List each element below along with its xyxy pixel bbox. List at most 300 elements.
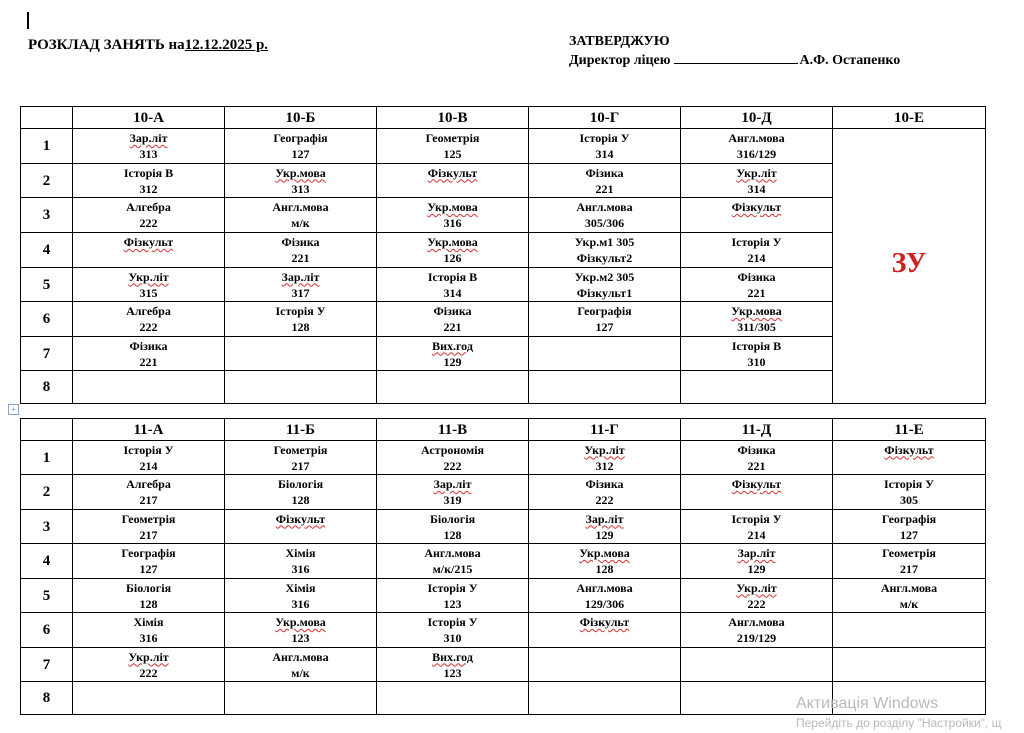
cell-line: Алгебра [126, 477, 171, 491]
lesson-cell[interactable] [225, 268, 377, 302]
lesson-cell[interactable] [225, 302, 377, 337]
cell-line: Історія У [275, 304, 326, 318]
room-text [529, 250, 680, 266]
subject-text [377, 165, 528, 181]
cell-line: 217 [900, 562, 918, 576]
cell-line: Укр.літ [128, 269, 169, 284]
room-text [681, 146, 832, 162]
subject-text [377, 234, 528, 250]
room-text [529, 146, 680, 162]
subject-text [681, 614, 832, 630]
subject-text [73, 442, 224, 458]
cell-line: Історія В [427, 269, 478, 284]
cell-line: Англ.мова [424, 546, 481, 560]
lesson-cell[interactable] [681, 441, 833, 475]
lesson-cell[interactable] [681, 198, 833, 233]
lesson-number: 5 [21, 579, 73, 613]
cell-line: 314 [747, 181, 766, 196]
room-text [833, 596, 985, 612]
cell-line: 128 [595, 562, 614, 576]
cell-line: Англ.мова [728, 131, 785, 145]
lesson-number: 1 [21, 441, 73, 475]
lesson-cell[interactable] [377, 613, 529, 648]
cell-line: Біологія [277, 477, 324, 491]
lesson-cell[interactable] [225, 682, 377, 715]
lesson-cell[interactable] [681, 268, 833, 302]
lesson-cell[interactable] [225, 233, 377, 268]
subject-text [833, 511, 985, 527]
lesson-cell[interactable] [833, 613, 986, 648]
lesson-cell[interactable] [73, 441, 225, 475]
room-text [681, 181, 832, 197]
subject-text [73, 649, 224, 665]
lesson-cell[interactable] [377, 371, 529, 404]
class-header: 10-Е [833, 107, 986, 129]
subject-text [377, 476, 528, 492]
cell-line: Англ.мова [272, 649, 329, 664]
lesson-cell[interactable] [833, 510, 986, 544]
cell-line: Зар.літ [585, 511, 624, 526]
lesson-row [21, 129, 986, 164]
room-text [681, 319, 832, 335]
cell-line: Фізкульт [731, 477, 782, 491]
cell-line: 123 [443, 596, 462, 611]
lesson-cell[interactable] [833, 544, 986, 579]
lesson-cell[interactable] [681, 302, 833, 337]
lesson-cell[interactable] [681, 233, 833, 268]
subject-text [225, 442, 376, 458]
subject-text [681, 303, 832, 319]
lesson-number: 3 [21, 198, 73, 233]
cell-line: 217 [291, 458, 310, 473]
lesson-cell[interactable] [225, 164, 377, 198]
class-header: 10-Г [529, 107, 681, 129]
lesson-cell[interactable] [681, 164, 833, 198]
subject-text [529, 682, 680, 698]
subject-text [377, 682, 528, 698]
room-text [73, 458, 224, 474]
cell-line: 217 [139, 527, 158, 542]
cell-line: 222 [139, 320, 158, 334]
lesson-cell[interactable] [225, 371, 377, 404]
lesson-cell[interactable] [529, 475, 681, 510]
cell-line: 317 [291, 285, 310, 300]
cell-line: 214 [139, 458, 158, 473]
room-text [377, 630, 528, 646]
room-text [833, 665, 985, 681]
subject-text [529, 338, 680, 354]
lesson-cell[interactable] [529, 544, 681, 579]
room-text [833, 492, 985, 508]
lesson-cell[interactable] [225, 579, 377, 613]
lesson-cell[interactable] [73, 302, 225, 337]
lesson-cell[interactable] [73, 579, 225, 613]
cell-line: Фізика [281, 235, 320, 249]
lesson-cell[interactable] [225, 337, 377, 371]
lesson-cell[interactable] [681, 613, 833, 648]
cell-line: Фізкульт [275, 511, 326, 526]
approve-role: Директор ліцею [569, 53, 671, 68]
subject-text [377, 338, 528, 354]
subject-text [73, 234, 224, 250]
cell-line: Географія [121, 546, 176, 560]
subject-text [73, 303, 224, 319]
room-text [529, 285, 680, 301]
cell-line: Фізкульт1 [576, 285, 633, 300]
subject-text [529, 303, 680, 319]
room-text [377, 561, 528, 577]
cell-line: 316 [291, 562, 310, 576]
class-header: 11-Г [529, 419, 681, 441]
cell-line: 313 [139, 147, 158, 161]
room-text [681, 596, 832, 612]
room-text [73, 630, 224, 646]
subject-text [225, 511, 376, 527]
cell-line: 315 [139, 285, 158, 300]
subject-text [225, 545, 376, 561]
room-text [529, 181, 680, 197]
lesson-cell[interactable] [73, 371, 225, 404]
watermark-line-2: Перейдіть до розділу "Настройки", щ [796, 716, 1002, 730]
cell-line: Укр.літ [584, 442, 625, 457]
lesson-cell[interactable] [529, 164, 681, 198]
subject-text [681, 371, 832, 387]
room-text [225, 387, 376, 403]
lesson-cell[interactable] [73, 268, 225, 302]
cell-line: Укр.мова [579, 546, 630, 560]
cell-line: Укр.мова [275, 165, 326, 180]
lesson-row [21, 648, 986, 682]
cell-line: 128 [443, 527, 462, 542]
room-text [73, 561, 224, 577]
room-text [73, 596, 224, 612]
subject-text [225, 303, 376, 319]
lesson-cell[interactable] [377, 233, 529, 268]
lesson-cell[interactable] [681, 544, 833, 579]
class-header: 11-Б [225, 419, 377, 441]
cell-line: Історія В [123, 165, 174, 180]
room-text [225, 596, 376, 612]
subject-text [833, 442, 985, 458]
subject-text [681, 442, 832, 458]
room-text [681, 458, 832, 474]
subject-text [377, 649, 528, 665]
lesson-cell[interactable] [377, 164, 529, 198]
subject-text [681, 338, 832, 354]
table-move-handle-icon[interactable]: + [8, 404, 19, 415]
subject-text [833, 580, 985, 596]
lesson-cell[interactable] [73, 613, 225, 648]
merged-cell-10e[interactable] [833, 129, 986, 404]
subject-text [529, 269, 680, 285]
lesson-cell[interactable] [681, 129, 833, 164]
subject-text [73, 165, 224, 181]
lesson-cell[interactable] [377, 682, 529, 715]
approve-title: ЗАТВЕРДЖУЮ [569, 34, 670, 49]
lesson-cell[interactable] [225, 544, 377, 579]
watermark-line-1: Активація Windows [796, 695, 939, 712]
cell-line: 126 [443, 251, 462, 265]
cell-line: Алгебра [126, 200, 171, 214]
cell-line: 222 [747, 596, 766, 611]
subject-text [73, 199, 224, 215]
corner-cell [21, 107, 73, 129]
subject-text [833, 545, 985, 561]
lesson-cell[interactable] [377, 129, 529, 164]
lesson-cell[interactable] [529, 371, 681, 404]
room-text [377, 458, 528, 474]
cell-line: Фізкульт [884, 442, 934, 457]
subject-text [73, 130, 224, 146]
cell-line: Укр.м2 305 [574, 269, 635, 284]
lesson-cell[interactable] [529, 579, 681, 613]
room-text [225, 527, 376, 543]
lesson-cell[interactable] [377, 198, 529, 233]
lesson-cell[interactable] [225, 129, 377, 164]
room-text [833, 458, 985, 474]
room-text [529, 630, 680, 646]
room-text [377, 698, 528, 714]
room-text [529, 665, 680, 681]
subject-text [377, 442, 528, 458]
cell-line: 313 [291, 181, 310, 196]
subject-text [73, 371, 224, 387]
cell-line: 312 [595, 458, 614, 473]
cell-line: Астрономія [420, 442, 485, 457]
room-text [225, 492, 376, 508]
lesson-cell[interactable] [73, 682, 225, 715]
room-text [681, 285, 832, 301]
cell-line: 314 [443, 285, 462, 300]
lesson-cell[interactable] [225, 475, 377, 510]
room-text [529, 596, 680, 612]
room-text [529, 698, 680, 714]
lesson-cell[interactable] [73, 510, 225, 544]
lesson-cell[interactable] [833, 475, 986, 510]
lesson-cell[interactable] [681, 579, 833, 613]
cell-line: Хімія [285, 546, 316, 560]
room-text [73, 285, 224, 301]
lesson-cell[interactable] [529, 337, 681, 371]
subject-text [681, 165, 832, 181]
cell-line: 310 [443, 631, 462, 645]
cell-line: Зар.літ [281, 269, 320, 284]
lesson-cell[interactable] [529, 613, 681, 648]
room-text [681, 250, 832, 266]
lesson-cell[interactable] [73, 198, 225, 233]
cell-line: Історія У [427, 580, 478, 595]
cell-line: 127 [291, 147, 310, 161]
room-text [681, 354, 832, 370]
corner-cell [21, 419, 73, 441]
lesson-cell[interactable] [529, 441, 681, 475]
schedule-table-10 [20, 106, 986, 404]
lesson-cell[interactable] [681, 510, 833, 544]
lesson-cell[interactable] [529, 233, 681, 268]
lesson-cell[interactable] [73, 233, 225, 268]
lesson-cell[interactable] [681, 371, 833, 404]
cell-line: Укр.мова [427, 235, 478, 249]
cell-line: Зар.літ [129, 131, 168, 145]
subject-text [225, 476, 376, 492]
lesson-cell[interactable] [529, 682, 681, 715]
room-text [225, 250, 376, 266]
lesson-cell[interactable] [73, 337, 225, 371]
room-text [529, 492, 680, 508]
subject-text [225, 199, 376, 215]
zu-note: ЗУ [891, 248, 927, 279]
cell-line: 127 [139, 562, 158, 576]
cell-line: Історія У [427, 615, 478, 629]
lesson-cell[interactable] [681, 337, 833, 371]
class-header: 11-А [73, 419, 225, 441]
subject-text [73, 580, 224, 596]
title-date: 12.12.2025 р. [184, 37, 269, 53]
cell-line: 305/306 [584, 216, 625, 230]
lesson-cell[interactable] [681, 648, 833, 682]
cell-line: Історія У [883, 477, 935, 491]
lesson-cell[interactable] [73, 648, 225, 682]
cell-line: 129 [595, 527, 614, 542]
lesson-cell[interactable] [833, 648, 986, 682]
lesson-cell[interactable] [529, 268, 681, 302]
room-text [73, 698, 224, 714]
room-text [225, 698, 376, 714]
lesson-cell[interactable] [681, 475, 833, 510]
subject-text [833, 649, 985, 665]
lesson-number: 5 [21, 268, 73, 302]
room-text [681, 561, 832, 577]
lesson-number: 8 [21, 682, 73, 715]
lesson-cell[interactable] [225, 613, 377, 648]
cell-line: 221 [291, 251, 310, 265]
lesson-cell[interactable] [377, 579, 529, 613]
lesson-cell[interactable] [529, 302, 681, 337]
cell-line: 222 [139, 216, 158, 230]
lesson-cell[interactable] [73, 475, 225, 510]
lesson-cell[interactable] [833, 441, 986, 475]
windows-activation-watermark [796, 695, 1001, 730]
cell-line: 214 [747, 251, 766, 265]
title-prefix: РОЗКЛАД ЗАНЯТЬ на [28, 37, 185, 53]
cell-line: Зар.літ [433, 477, 472, 491]
cell-line: Фізкульт [427, 165, 478, 180]
cell-line: 305 [900, 493, 918, 507]
cell-line: 221 [747, 458, 766, 473]
cell-line: Фізика [737, 269, 776, 284]
cell-line: 127 [900, 527, 918, 542]
cell-line: 123 [443, 665, 462, 680]
class-header: 10-А [73, 107, 225, 129]
lesson-cell[interactable] [225, 198, 377, 233]
subject-text [225, 130, 376, 146]
lesson-number: 7 [21, 337, 73, 371]
lesson-cell[interactable] [377, 475, 529, 510]
cell-line: Фізика [737, 442, 776, 457]
lesson-cell[interactable] [73, 164, 225, 198]
lesson-cell[interactable] [529, 510, 681, 544]
room-text [73, 146, 224, 162]
room-text [681, 665, 832, 681]
schedule-table-11 [20, 418, 986, 715]
lesson-cell[interactable] [377, 337, 529, 371]
lesson-cell[interactable] [225, 510, 377, 544]
cell-line: Укр.літ [128, 649, 169, 664]
cell-line: Історія В [731, 338, 782, 353]
room-text [73, 387, 224, 403]
subject-text [225, 614, 376, 630]
subject-text [681, 199, 832, 215]
lesson-cell[interactable] [73, 544, 225, 579]
cell-line: 316 [139, 631, 158, 645]
subject-text [681, 545, 832, 561]
room-text [225, 319, 376, 335]
cell-line: Фізика [433, 304, 472, 318]
lesson-cell[interactable] [529, 648, 681, 682]
cell-line: 129/306 [584, 596, 625, 611]
lesson-cell[interactable] [377, 268, 529, 302]
approve-name: А.Ф. Остапенко [799, 53, 901, 68]
subject-text [225, 649, 376, 665]
room-text [377, 181, 528, 197]
subject-text [529, 442, 680, 458]
subject-text [681, 130, 832, 146]
subject-text [529, 476, 680, 492]
table-header-row [21, 419, 986, 441]
lesson-cell[interactable] [377, 441, 529, 475]
lesson-cell[interactable] [377, 510, 529, 544]
cell-line: Англ.мова [880, 580, 938, 595]
cell-line: 319 [443, 493, 462, 507]
lesson-cell[interactable] [225, 648, 377, 682]
lesson-row [21, 579, 986, 613]
lesson-cell[interactable] [73, 129, 225, 164]
cell-line: Географія [577, 304, 632, 318]
subject-text [681, 234, 832, 250]
cell-line: м/к [291, 216, 310, 230]
cell-line: Біологія [429, 511, 476, 526]
subject-text [377, 580, 528, 596]
cell-line: 316 [291, 596, 310, 611]
lesson-cell[interactable] [225, 441, 377, 475]
subject-text [377, 199, 528, 215]
room-text [73, 319, 224, 335]
lesson-cell[interactable] [377, 544, 529, 579]
room-text [377, 596, 528, 612]
lesson-cell[interactable] [377, 648, 529, 682]
page-title [28, 37, 268, 54]
subject-text [681, 476, 832, 492]
lesson-number: 3 [21, 510, 73, 544]
cell-line: Укр.літ [736, 165, 777, 180]
room-text [73, 181, 224, 197]
lesson-cell[interactable] [833, 579, 986, 613]
lesson-number: 2 [21, 475, 73, 510]
room-text [225, 146, 376, 162]
room-text [377, 285, 528, 301]
cell-line: 127 [595, 320, 614, 334]
cell-line: 217 [139, 493, 158, 507]
subject-text [529, 165, 680, 181]
subject-text [73, 338, 224, 354]
subject-text [529, 511, 680, 527]
lesson-cell[interactable] [377, 302, 529, 337]
room-text [377, 387, 528, 403]
cell-line: Хімія [285, 580, 316, 595]
lesson-cell[interactable] [529, 198, 681, 233]
lesson-cell[interactable] [529, 129, 681, 164]
room-text [681, 215, 832, 231]
